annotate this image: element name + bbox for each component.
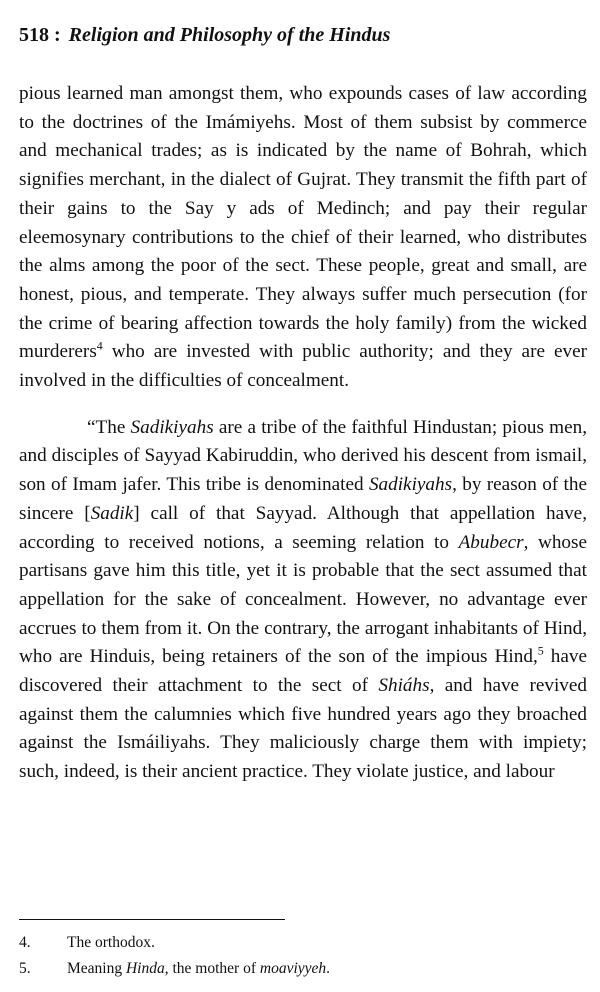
paragraph-1-text: pious learned man amongst them, who expounds cases of law according to the doctrines of the Imámiyehs. Most of them subsist by commerce and mechanical trades; as is indicated by the name of Bohrah, which signifies merchant, in the dialect of Gujrat. They transmit the fifth part of their gains to the Say y ads of Medinch; and pay their regular eleemosynary contributions to the chief of their learned, who distributes the alms among the poor of the sect. These people, great and small, are honest, pious, and temperate. They always suffer much persecution (for the crime of bearing affection towards the holy family) from the wicked murderers: [19, 83, 587, 363]
footnote-italic-moaviyyeh: moaviyyeh: [259, 960, 327, 977]
footnote-4: [19, 930, 587, 956]
running-head: [19, 22, 390, 48]
footnote-text-part: .: [326, 960, 331, 977]
p2-text-05: , by reason of the sincere [: [19, 474, 587, 524]
body-text: [19, 80, 587, 787]
paragraph-2: [19, 414, 587, 787]
p2-text-12: , and have revived against them the calumnies which five hundred years ago they broached against the Ismáiliyahs. They maliciously charge them with impiety; such, indeed, is their ancient practice. They violate justice, and labour: [19, 675, 587, 783]
p2-text-09: , whose partisans gave him this title, yet it is probable that the sect assumed that appellation for the sake of concealment. However, no advantage ever accrues to them from it. On the contrary, the arrogant inhabitants of Hind, who are Hinduis, being retainers of the son of the impious Hind,: [19, 531, 587, 668]
p2-text-01: “The: [87, 416, 131, 438]
footnote-5: [19, 956, 587, 982]
paragraph-1-text-end: who are invested with public authority; and they are ever involved in the difficulties of concealment.: [19, 341, 587, 392]
book-title: Religion and Philosophy of the Hindus: [68, 24, 391, 46]
p2-italic-sadikiyahs: Sadikiyahs: [130, 416, 214, 438]
p2-italic-abubecr: Abubecr: [458, 531, 524, 553]
page-number: 518 :: [19, 24, 61, 46]
footnote-ref-4[interactable]: 4: [96, 338, 103, 353]
p2-italic-shiahs: Shiáhs: [378, 675, 430, 697]
footnote-number: 5.: [19, 960, 31, 977]
p2-italic-sadik: Sadik: [90, 502, 134, 524]
footnote-divider: [19, 919, 285, 920]
footnote-ref-5[interactable]: 5: [537, 643, 544, 658]
footnote-text-part: Meaning: [67, 960, 126, 977]
p2-text-03: are a tribe of the faithful Hindustan; pious men, and disciples of Sayyad Kabiruddin, who derived his descent from ismail, son of Imam jafer. This tribe is denominated: [19, 416, 587, 496]
p2-text-10: have discovered their attachment to the sect of: [19, 646, 587, 697]
footnote-text-part: , the mother of: [164, 960, 260, 977]
footnote-number: 4.: [19, 934, 31, 951]
footnotes: [19, 930, 587, 982]
paragraph-1: [19, 80, 587, 396]
p2-italic-sadikiyahs-2: Sadikiyahs: [368, 474, 453, 496]
p2-text-07: ] call of that Sayyad. Although that appellation have, according to received notions, a seeming relation to: [19, 502, 587, 553]
footnote-text: The orthodox.: [67, 934, 155, 951]
footnote-italic-hinda: Hinda: [125, 960, 165, 977]
footnote-text: [67, 956, 330, 982]
